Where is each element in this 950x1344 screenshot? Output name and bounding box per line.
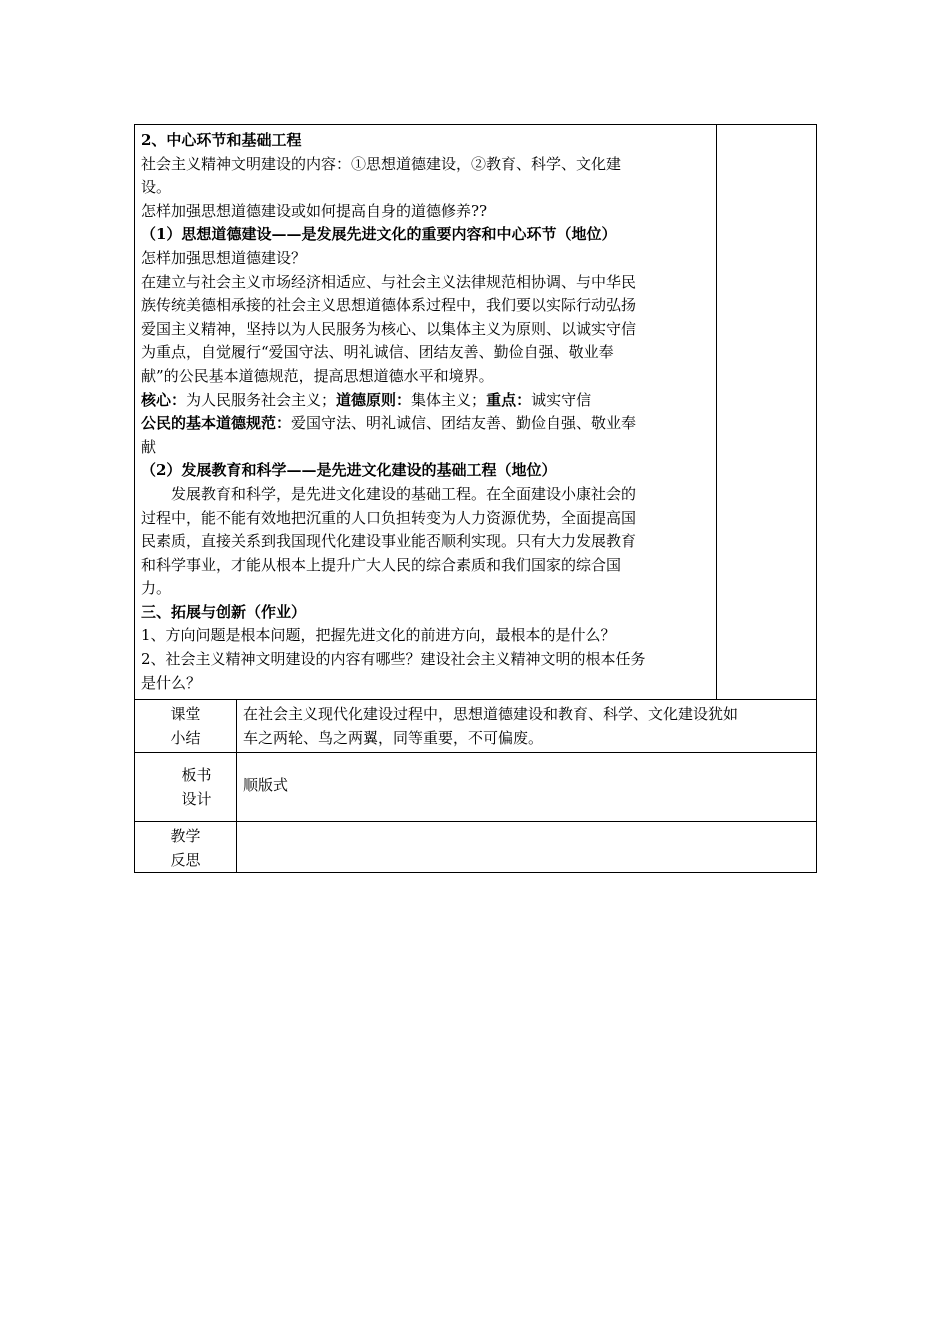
text-line: 发展教育和科学，是先进文化建设的基础工程。在全面建设小康社会的: [171, 484, 637, 503]
main-content-row: [135, 125, 817, 700]
principle-value: 集体主义；: [411, 390, 487, 409]
board-text: 顺版式: [243, 776, 289, 795]
text-line: 力。: [141, 579, 172, 598]
main-content-lines-2: [141, 436, 710, 696]
text-line: （1）思想道德建设——是发展先进文化的重要内容和中心环节（地位）: [141, 225, 617, 244]
core-principles-line: [141, 389, 710, 413]
text-line: 怎样加强思想道德建设或如何提高自身的道德修养??: [141, 201, 488, 220]
board-design-row: [135, 753, 817, 822]
board-label: 板书: [181, 766, 212, 785]
moral-norms-line: [141, 412, 710, 436]
main-content-cell: [135, 125, 717, 700]
reflection-label-cell: [135, 822, 237, 873]
board-label-cell: [135, 753, 237, 822]
principle-key: 道德原则：: [336, 390, 412, 409]
text-line: 设。: [141, 178, 172, 197]
text-line: 族传统美德相承接的社会主义思想道德体系过程中，我们要以实际行动弘扬: [141, 296, 637, 315]
text-line: 献”的公民基本道德规范，提高思想道德水平和境界。: [141, 366, 494, 385]
reflection-label: 教学: [170, 827, 201, 846]
text-line: 是什么？: [141, 673, 202, 692]
summary-content-cell: [237, 700, 817, 753]
core-key: 核心：: [141, 390, 187, 409]
summary-label: 小结: [170, 729, 201, 748]
summary-label-cell: [135, 700, 237, 753]
summary-text: 车之两轮、鸟之两翼，同等重要，不可偏废。: [243, 729, 544, 748]
text-line: 怎样加强思想道德建设？: [141, 248, 307, 267]
norms-key: 公民的基本道德规范：: [141, 414, 292, 433]
text-line: 为重点，自觉履行“爱国守法、明礼诚信、团结友善、勤俭自强、敬业奉: [141, 343, 614, 362]
summary-text: 在社会主义现代化建设过程中，思想道德建设和教育、科学、文化建设犹如: [243, 705, 739, 724]
focus-key: 重点：: [486, 390, 532, 409]
main-content-lines: [141, 129, 710, 389]
summary-label: 课堂: [170, 705, 201, 724]
text-line: 社会主义精神文明建设的内容：①思想道德建设，②教育、科学、文化建: [141, 154, 622, 173]
text-line: 爱国主义精神，坚持以为人民服务为核心、以集体主义为原则、以诚实守信: [141, 319, 637, 338]
lesson-plan-table: [134, 124, 817, 873]
text-line: 1、方向问题是根本问题，把握先进文化的前进方向，最根本的是什么？: [141, 626, 616, 645]
reflection-content-cell: [237, 822, 817, 873]
text-line: 过程中，能不能有效地把沉重的人口负担转变为人力资源优势，全面提高国: [141, 508, 637, 527]
summary-row: [135, 700, 817, 753]
text-line: 在建立与社会主义市场经济相适应、与社会主义法律规范相协调、与中华民: [141, 272, 637, 291]
reflection-row: [135, 822, 817, 873]
text-line: 和科学事业，才能从根本上提升广大人民的综合素质和我们国家的综合国: [141, 555, 622, 574]
reflection-label: 反思: [170, 851, 201, 870]
text-line: 献: [141, 437, 157, 456]
core-value: 为人民服务社会主义；: [186, 390, 337, 409]
board-content-cell: [237, 753, 817, 822]
text-line: 民素质，直接关系到我国现代化建设事业能否顺利实现。只有大力发展教育: [141, 532, 637, 551]
focus-value: 诚实守信: [531, 390, 592, 409]
text-line: （2）发展教育和科学——是先进文化建设的基础工程（地位）: [141, 461, 557, 480]
side-notes-cell: [717, 125, 817, 700]
board-label: 设计: [181, 790, 212, 809]
text-line: 2、中心环节和基础工程: [141, 131, 302, 149]
text-line: 2、社会主义精神文明建设的内容有哪些？建设社会主义精神文明的根本任务: [141, 650, 646, 669]
norms-value: 爱国守法、明礼诚信、团结友善、勤俭自强、敬业奉: [291, 414, 637, 433]
text-line: 三、拓展与创新（作业）: [141, 602, 307, 621]
